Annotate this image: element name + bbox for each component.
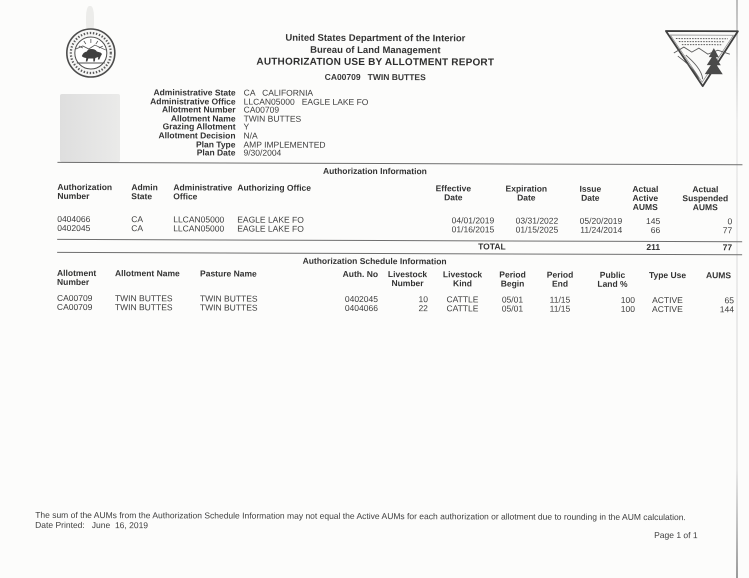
cell-issue-date: 05/20/2019	[579, 215, 623, 226]
bureau-line: Bureau of Land Management	[310, 44, 441, 57]
cell-effective-date: 04/01/2019	[451, 215, 495, 226]
detail-value: Y	[243, 121, 250, 132]
cell-admin-state: CA	[131, 223, 144, 234]
cell-actual-active-aums: 145	[646, 215, 661, 226]
cell-livestock-kind: CATTLE	[446, 303, 479, 314]
department-line: United States Department of the Interior	[285, 32, 466, 45]
schedule-section-title: Authorization Schedule Information	[302, 255, 447, 267]
aum-rounding-note: The sum of the AUMs from the Authorization Schedule Information may not equal the Active AUMs for each authorization or allotment due to rounding in the AUM calculation.	[35, 509, 686, 523]
cell-auth-no: 0402045	[344, 293, 378, 305]
col-period-begin: Period Begin	[499, 269, 526, 289]
detail-value: 9/30/2004	[243, 147, 282, 158]
cell-actual-suspended-aums: 77	[722, 225, 733, 236]
cell-actual-suspended-aums: 0	[727, 216, 733, 227]
cell-authorization-number: 0404066	[57, 213, 91, 225]
schedule-row	[57, 303, 742, 314]
cell-administrative-office: LLCAN05000	[173, 214, 225, 225]
detail-label: Plan Date	[196, 147, 236, 158]
col-livestock-kind: Livestock Kind	[442, 269, 483, 289]
detail-label: Administrative Office	[150, 95, 236, 107]
cell-aums: 65	[724, 295, 734, 306]
cell-authorizing-office: EAGLE LAKE FO	[237, 214, 304, 225]
cell-auth-no: 0404066	[344, 302, 378, 314]
cell-period-end: 11/15	[549, 294, 571, 305]
col-aums: AUMS	[706, 270, 732, 281]
col-pasture-name: Pasture Name	[200, 268, 257, 279]
cell-period-begin: 05/01	[501, 303, 524, 314]
cell-period-end: 11/15	[549, 303, 571, 314]
cell-public-land: 100	[620, 303, 635, 314]
total-active-aums: 211	[646, 241, 661, 252]
auth-info-section-title: Authorization Information	[322, 165, 427, 177]
col-effective-date: Effective Date	[435, 183, 472, 203]
total-label: TOTAL	[478, 241, 506, 252]
cell-authorizing-office: EAGLE LAKE FO	[237, 223, 304, 234]
col-administrative-office: Administrative Office	[173, 182, 233, 202]
cell-actual-active-aums: 66	[650, 224, 661, 235]
total-spacer	[57, 241, 412, 242]
col-period-end: Period End	[546, 269, 574, 289]
cell-livestock-number: 22	[418, 303, 428, 314]
date-printed	[35, 520, 148, 530]
col-livestock-number: Livestock Number	[387, 269, 428, 289]
col-public-land: Public Land %	[597, 269, 628, 290]
col-actual-active-aums: Actual Active AUMS	[632, 183, 659, 213]
cell-admin-state: CA	[131, 214, 144, 225]
cell-allotment-name: TWIN BUTTES	[114, 293, 173, 304]
date-printed-label: Date Printed:	[35, 519, 85, 530]
cell-pasture-name: TWIN BUTTES	[199, 293, 258, 304]
cell-livestock-number: 10	[418, 294, 428, 305]
cell-allotment-number: CA00709	[56, 301, 93, 313]
detail-value: TWIN BUTTES	[243, 113, 302, 124]
report-header	[1, 32, 749, 83]
detail-value: CA00709	[243, 104, 280, 115]
col-expiration-date: Expiration Date	[505, 183, 548, 203]
detail-value: AMP IMPLEMENTED	[243, 139, 326, 150]
detail-label: Allotment Decision	[158, 130, 236, 141]
auth-info-row	[57, 224, 742, 235]
detail-row	[57, 148, 368, 158]
col-allotment-number: Allotment Number	[57, 267, 97, 288]
cell-type-use: ACTIVE	[652, 303, 683, 315]
schedule-header-row	[57, 269, 742, 290]
cell-effective-date: 01/16/2015	[451, 224, 495, 235]
report-code: CA00709 TWIN BUTTES	[324, 71, 426, 82]
cell-type-use: ACTIVE	[652, 294, 683, 306]
detail-label: Allotment Name	[170, 113, 236, 124]
total-suspended-aums: 77	[722, 242, 733, 253]
cell-administrative-office: LLCAN05000	[173, 223, 225, 234]
cell-expiration-date: 03/31/2022	[515, 215, 559, 226]
detail-value: LLCAN05000 EAGLE LAKE FO	[243, 96, 369, 107]
cell-expiration-date: 01/15/2025	[515, 224, 559, 235]
col-allotment-name: Allotment Name	[115, 268, 180, 279]
col-issue-date: Issue Date	[579, 183, 602, 203]
cell-issue-date: 11/24/2014	[580, 224, 623, 235]
col-admin-state: Admin State	[131, 182, 158, 202]
col-actual-suspended-aums: Actual Suspended AUMS	[682, 184, 729, 213]
detail-label: Allotment Number	[161, 104, 236, 115]
cell-public-land: 100	[620, 294, 635, 305]
page-number: Page 1 of 1	[654, 529, 698, 541]
detail-value: CA CALIFORNIA	[243, 87, 314, 98]
auth-info-total-row	[57, 241, 742, 252]
detail-value: N/A	[243, 130, 258, 141]
detail-label: Administrative State	[153, 87, 236, 98]
cell-allotment-name: TWIN BUTTES	[114, 302, 173, 313]
col-auth-no: Auth. No	[342, 268, 379, 280]
cell-livestock-kind: CATTLE	[446, 294, 479, 305]
date-printed-value: June 16, 2019	[91, 520, 149, 531]
detail-label: Grazing Allotment	[162, 121, 236, 132]
detail-label: Plan Type	[195, 138, 236, 150]
cell-pasture-name: TWIN BUTTES	[199, 302, 258, 313]
col-authorization-number: Authorization Number	[57, 181, 113, 202]
col-authorizing-office: Authorizing Office	[237, 182, 312, 193]
cell-period-begin: 05/01	[501, 294, 524, 305]
allotment-details	[57, 88, 368, 158]
col-type-use: Type Use	[648, 269, 687, 281]
cell-aums: 144	[719, 304, 734, 315]
cell-authorization-number: 0402045	[57, 222, 91, 234]
report-title: AUTHORIZATION USE BY ALLOTMENT REPORT	[256, 56, 495, 69]
cell-allotment-number: CA00709	[56, 292, 93, 304]
auth-info-header-row	[57, 183, 742, 213]
